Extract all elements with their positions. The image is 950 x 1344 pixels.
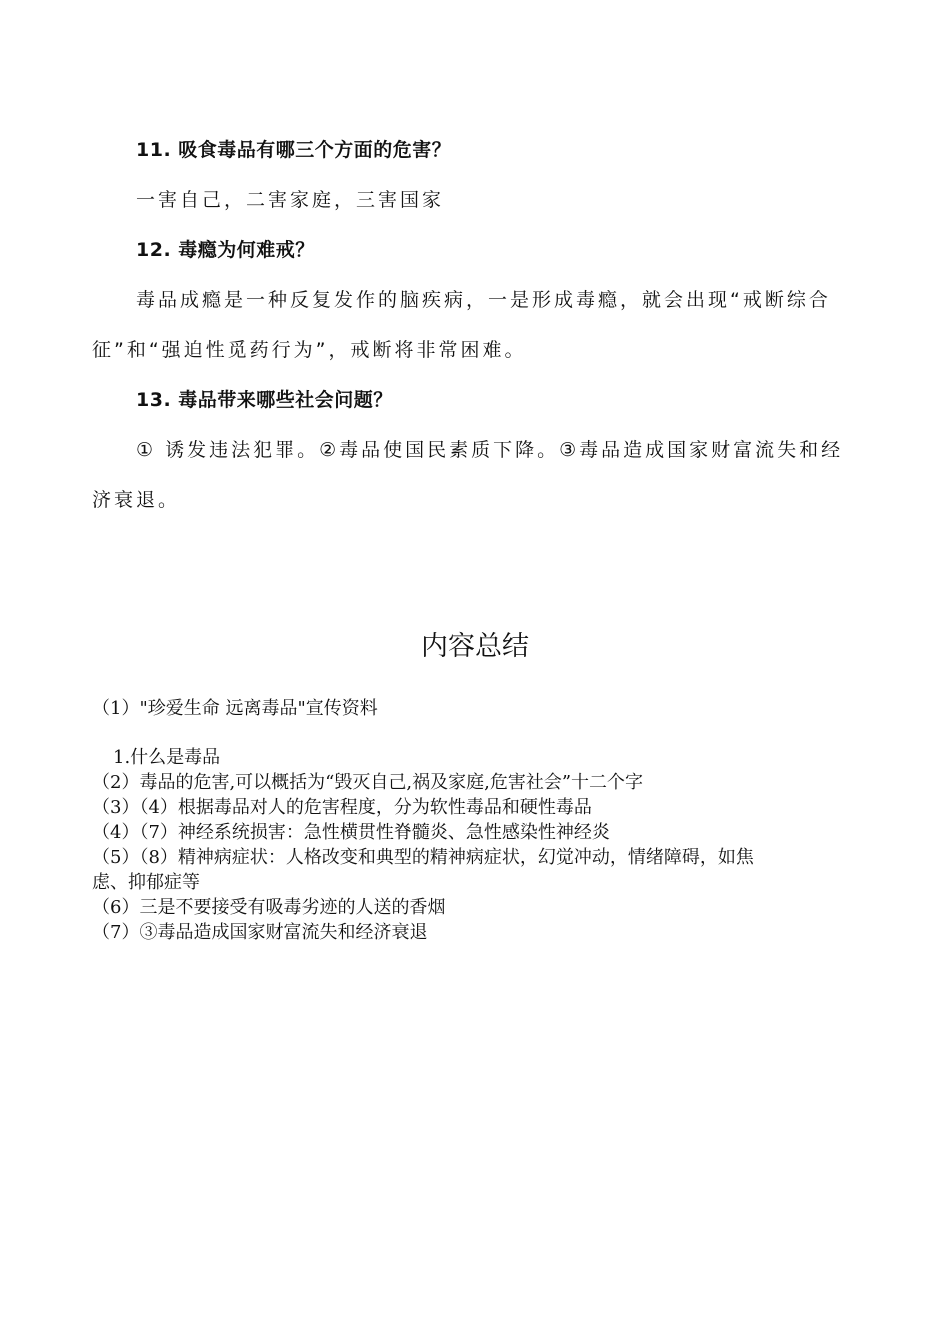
summary-line-9: （7）③毒品造成国家财富流失和经济衰退 <box>92 922 428 943</box>
summary-line-6: （5）（8）精神病症状：人格改变和典型的精神病症状，幻觉冲动，情绪障碍，如焦 <box>92 847 754 868</box>
answer-12-line-2: 征”和“强迫性觅药行为”，戒断将非常困难。 <box>92 339 527 361</box>
summary-line-7: 虑、抑郁症等 <box>92 872 200 893</box>
answer-13-line-1: ① 诱发违法犯罪。②毒品使国民素质下降。③毒品造成国家财富流失和经 <box>136 439 844 461</box>
question-13: 13. 毒品带来哪些社会问题？ <box>136 389 393 411</box>
answer-12-line-1: 毒品成瘾是一种反复发作的脑疾病，一是形成毒瘾，就会出现“戒断综合 <box>136 289 831 311</box>
summary-title: 内容总结 <box>421 631 529 662</box>
answer-11-line-1: 一害自己，二害家庭，三害国家 <box>136 189 445 211</box>
summary-line-2: 1.什么是毒品 <box>113 747 221 768</box>
summary-line-1: （1）"珍爱生命 远离毒品"宣传资料 <box>92 698 378 719</box>
question-11: 11. 吸食毒品有哪三个方面的危害？ <box>136 139 452 161</box>
summary-line-5: （4）（7）神经系统损害：急性横贯性脊髓炎、急性感染性神经炎 <box>92 822 610 843</box>
summary-line-3: （2）毒品的危害,可以概括为“毁灭自己,祸及家庭,危害社会”十二个字 <box>92 772 644 793</box>
question-12: 12. 毒瘾为何难戒？ <box>136 239 315 261</box>
answer-13-line-2: 济衰退。 <box>92 489 181 511</box>
summary-line-4: （3）（4）根据毒品对人的危害程度，分为软性毒品和硬性毒品 <box>92 797 592 818</box>
summary-line-8: （6）三是不要接受有吸毒劣迹的人送的香烟 <box>92 897 446 918</box>
